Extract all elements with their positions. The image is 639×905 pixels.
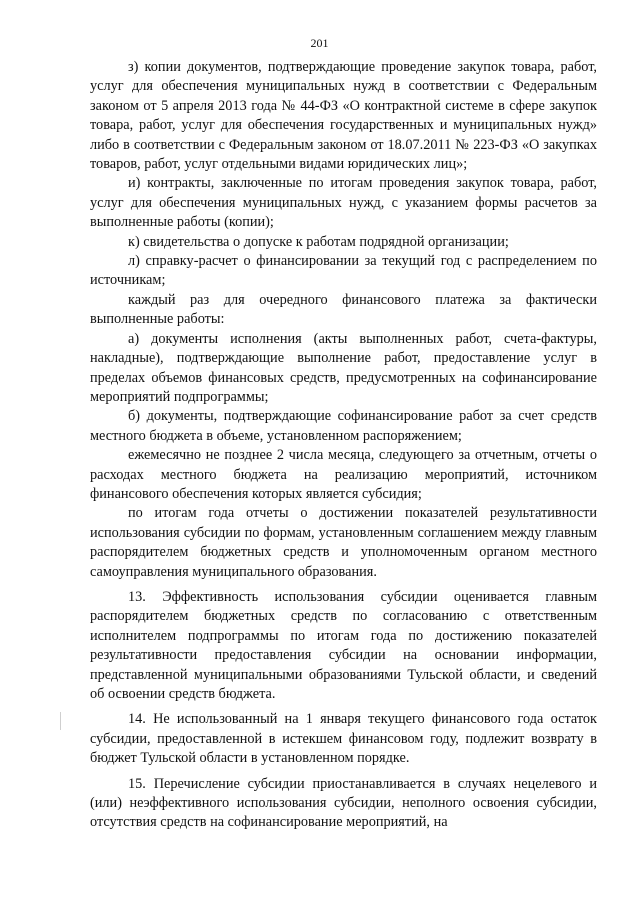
paragraph-annual-reports: по итогам года отчеты о достижении показателей результативности использования субсидии по формам, установленным соглашением между главным распорядителем бюджетных средств и уполномоченным органом местного самоуправления муниципального образования. bbox=[90, 505, 597, 580]
paragraph-b-cofinancing-documents: б) документы, подтверждающие софинансирование работ за счет средств местного бюджета в объеме, установленном распоряжением; bbox=[90, 408, 597, 444]
paragraph-15-suspension: 15. Перечисление субсидии приостанавливается в случаях нецелевого и (или) неэффективного использования субсидии, неполного освоения субсидии, отсутствия средств на софинансирование мероприятий, на bbox=[90, 775, 597, 831]
paragraph-monthly-reports: ежемесячно не позднее 2 числа месяца, следующего за отчетным, отчеты о расходах местного бюджета на реализацию мероприятий, источником финансового обеспечения которых является субсидия; bbox=[90, 447, 597, 502]
paragraph-i-contracts: и) контракты, заключенные по итогам проведения закупок товара, работ, услуг для обеспечения муниципальных нужд, с указанием формы расчетов за выполненные работы (копии); bbox=[90, 175, 597, 231]
paragraph-13-efficiency: 13. Эффективность использования субсидии оценивается главным распорядителем бюджетных средств по согласованию с ответственным исполнителем подпрограммы по итогам года по достижению показателей результативности предоставления субсидии на основании информации, представленной муниципальными образованиями Тульской области, и сведений об освоении средств бюджета. bbox=[90, 588, 597, 702]
paragraph-each-payment: каждый раз для очередного финансового платежа за фактически выполненные работы: bbox=[90, 291, 597, 328]
paragraph-14-unused-balance: 14. Не использованный на 1 января текущего финансового года остаток субсидии, предоставленной в истекшем финансовом году, подлежит возврату в бюджет Тульской области в установленном порядке. bbox=[90, 711, 597, 767]
document-body bbox=[90, 58, 597, 833]
page-number: 201 bbox=[310, 36, 329, 50]
paragraph-k-certificates: к) свидетельства о допуске к работам подрядной организации; bbox=[128, 233, 509, 250]
scan-edge-mark bbox=[60, 712, 61, 730]
paragraph-l-financing-statement: л) справку-расчет о финансировании за текущий год с распределением по источникам; bbox=[90, 253, 597, 289]
paragraph-z-copies-of-procurement-documents: з) копии документов, подтверждающие проведение закупок товара, работ, услуг для обеспечения муниципальных нужд в соответствии с Федеральным законом от 5 апреля 2013 года № 44-ФЗ «О контрактной системе в сфере закупок товара, работ, услуг для обеспечения государственных и муниципальных нужд» либо в соответствии с Федеральным законом от 18.07.2011 № 223-ФЗ «О закупках товаров, работ, услуг отдельными видами юридических лиц»; bbox=[90, 59, 597, 173]
paragraph-a-execution-documents: а) документы исполнения (акты выполненных работ, счета-фактуры, накладные), подтверждающие выполнение работ, предоставление услуг в пределах объемов финансовых средств, предусмотренных на софинансирование мероприятий подпрограммы; bbox=[90, 330, 597, 405]
